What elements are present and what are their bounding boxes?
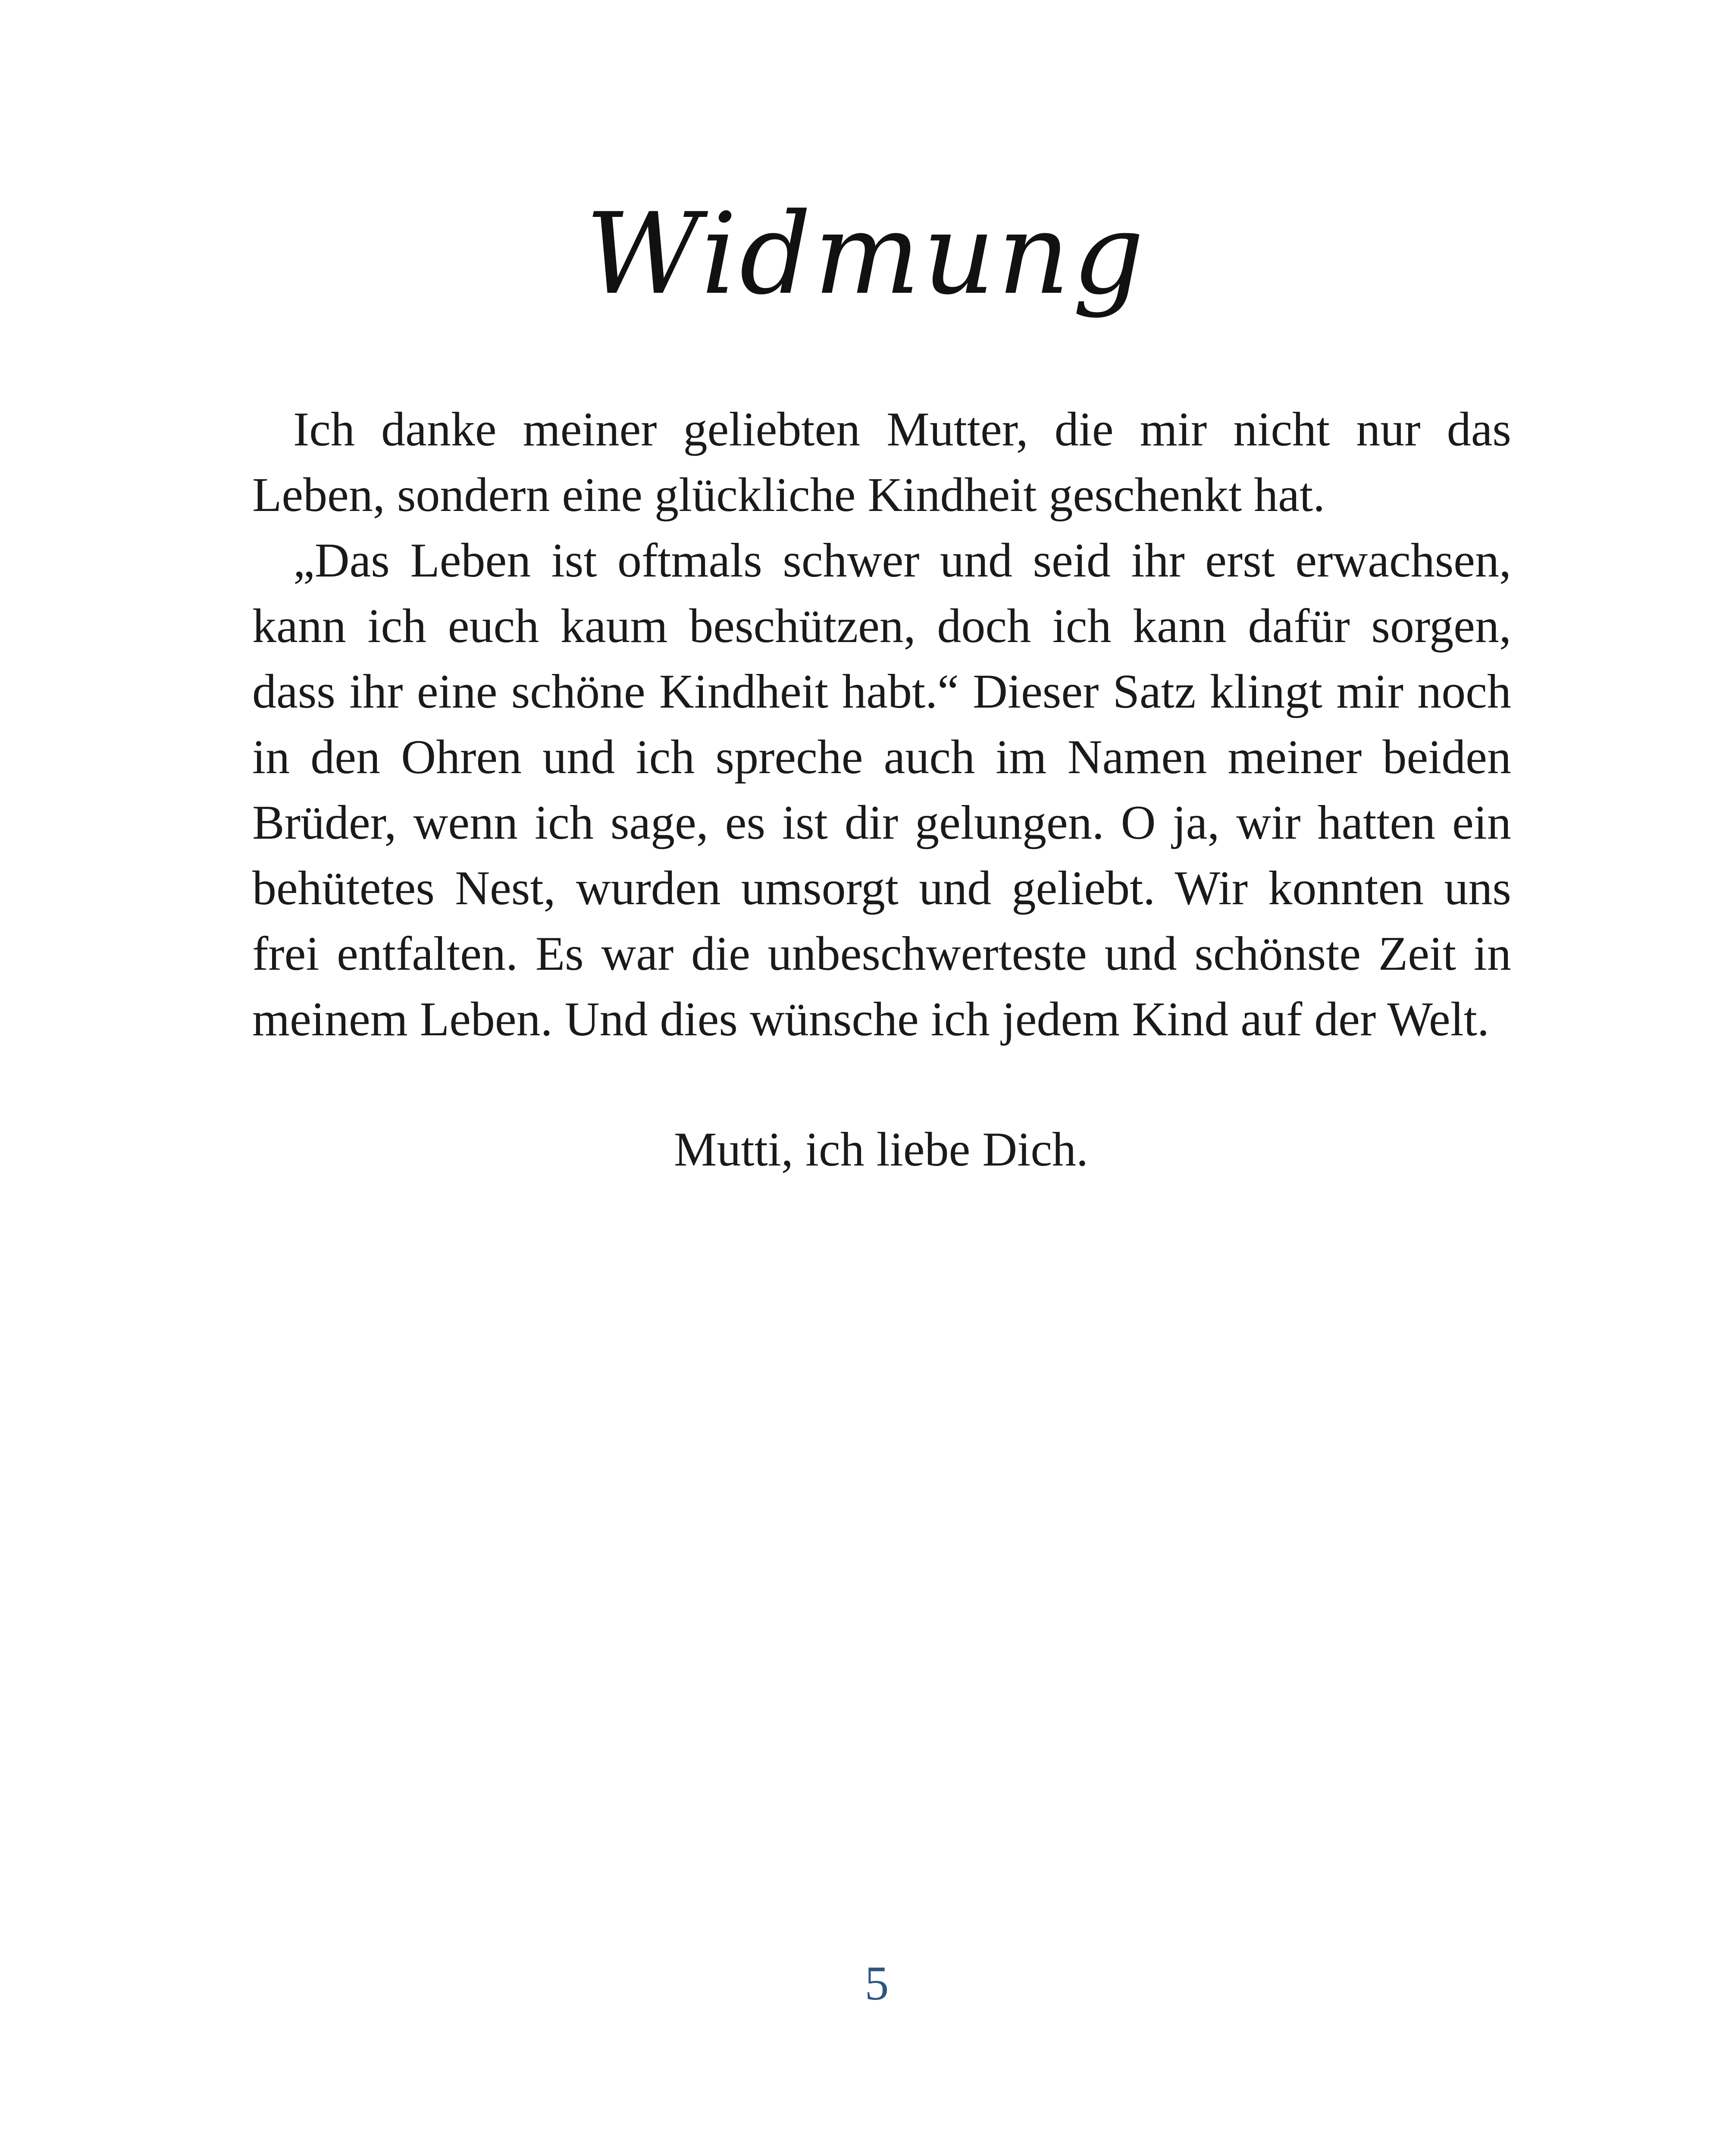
dedication-text	[252, 397, 1511, 1052]
paragraph-1: Ich danke meiner geliebten Mutter, die mir nicht nur das Leben, sondern eine glückliche Kindheit geschenkt hat.	[252, 403, 1511, 522]
page-number: 5	[864, 1957, 889, 2010]
paragraph-2: „Das Leben ist oftmals schwer und seid ihr erst erwachsen, kann ich euch kaum beschützen, doch ich kann dafür sorgen, dass ihr eine schöne Kindheit habt.“ Dieser Satz klingt mir noch in den Ohren und ich spreche auch im Namen meiner beiden Brüder, wenn ich sage, es ist dir gelungen. O ja, wir hatten ein behütetes Nest, wurden umsorgt und geliebt. Wir konnten uns frei entfalten. Es war die unbeschwerteste und schönste Zeit in meinem Leben. Und dies wünsche ich jedem Kind auf der Welt.	[252, 534, 1511, 1046]
dedication-signature: Mutti, ich liebe Dich.	[673, 1123, 1089, 1176]
page-title: Widmung	[585, 189, 1147, 320]
